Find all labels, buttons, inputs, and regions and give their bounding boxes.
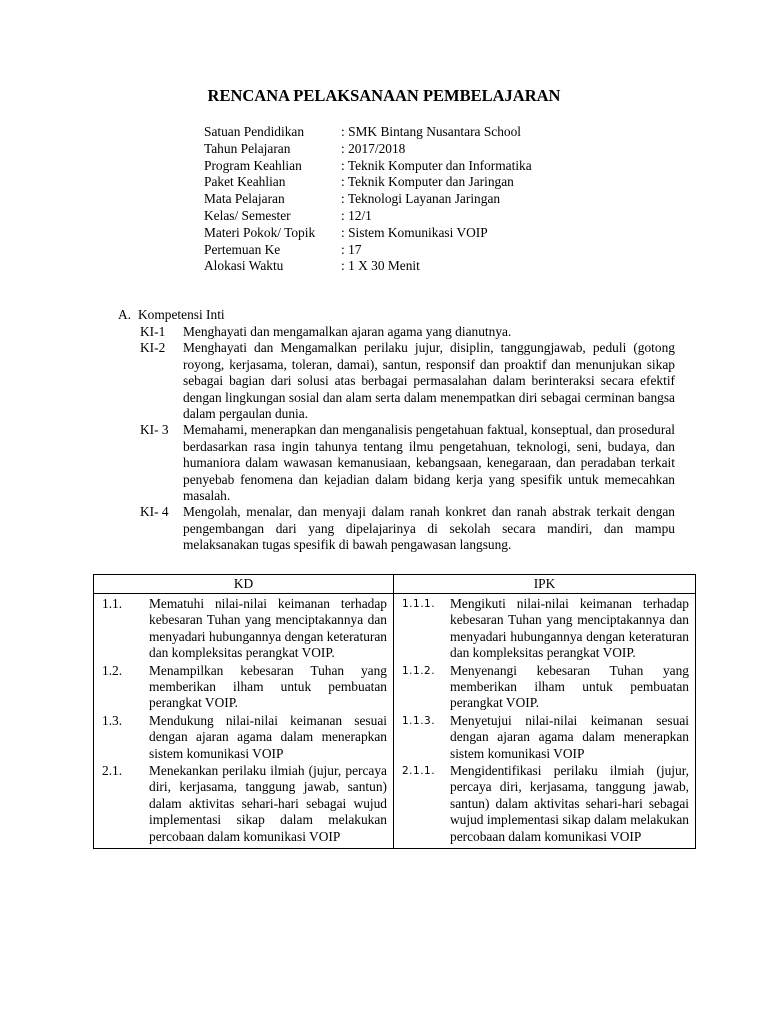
meta-value: : Teknik Komputer dan Jaringan — [341, 174, 514, 190]
table-header-row — [94, 575, 696, 594]
ipk-cell — [394, 594, 696, 849]
ipk-text: Menyenangi kebesaran Tuhan yang memberikan ilham untuk pembuatan perangkat VOIP. — [450, 662, 689, 711]
kd-number: 1.1. — [102, 596, 123, 611]
meta-row — [204, 141, 674, 158]
section-title: Kompetensi Inti — [138, 307, 225, 322]
meta-row — [204, 191, 674, 208]
ipk-number: 1.1.1. — [402, 598, 436, 610]
document-title: RENCANA PELAKSANAAN PEMBELAJARAN — [207, 86, 561, 105]
section-letter: A. — [118, 307, 132, 322]
meta-row — [204, 208, 674, 225]
meta-label: Program Keahlian — [204, 157, 302, 173]
meta-value: : Sistem Komunikasi VOIP — [341, 224, 488, 240]
meta-row — [204, 258, 674, 275]
meta-row — [204, 174, 674, 191]
kd-item — [102, 763, 387, 845]
section-heading — [118, 307, 678, 323]
ipk-number: 2.1.1. — [402, 765, 436, 778]
ipk-text: Mengikuti nilai-nilai keimanan terhadap kebesaran Tuhan yang menciptakannya dan menyadari hubungannya dengan keteraturan dan kompleksitas perangkat VOIP. — [450, 596, 689, 661]
meta-label: Alokasi Waktu — [204, 258, 284, 274]
ipk-text: Mengidentifikasi perilaku ilmiah (jujur, percaya diri, kerjasama, tanggung jawab, santun) dalam aktivitas sehari-hari sebagai wujud implementasi sikap dalam melakukan percobaan dalam komunikasi VOIP — [450, 763, 689, 844]
kd-text: Menekankan perilaku ilmiah (jujur, percaya diri, kerjasama, tanggung jawab, santun) dalam aktivitas sehari-hari sebagai wujud implementasi sikap dalam melakukan percobaan dalam komunikasi VOIP — [149, 763, 387, 844]
kd-ipk-table — [93, 574, 696, 849]
ipk-item — [402, 763, 689, 845]
kd-text: Menampilkan kebesaran Tuhan yang memberikan ilham untuk pembuatan perangkat VOIP. — [149, 662, 387, 711]
ipk-item — [402, 596, 689, 662]
ipk-header: IPK — [394, 575, 696, 594]
ki-label: KI-1 — [140, 324, 166, 339]
meta-row — [204, 242, 674, 259]
ipk-item — [402, 663, 689, 712]
ki-label: KI-2 — [140, 340, 166, 356]
ki-text: Menghayati dan Mengamalkan perilaku jujur, disiplin, tanggungjawab, peduli (gotong royong, kerjasama, toleran, damai), santun, responsif dan proaktif dan menunjukan sikap sebagai bagian dari solusi atas berbagai permasalahan dalam berinteraksi secara efektif dengan lingkungan sosial dan alam serta dalam menempatkan diri sebagai cerminan bangsa dalam pergaulan dunia. — [183, 340, 675, 422]
kd-item — [102, 596, 387, 662]
kd-item — [102, 663, 387, 712]
kd-text: Mematuhi nilai-nilai keimanan terhadap kebesaran Tuhan yang menciptakannya dan menyadari hubungannya dengan keteraturan dan kompleksitas perangkat VOIP. — [149, 596, 387, 661]
meta-value: : 1 X 30 Menit — [341, 258, 420, 274]
ki-text: Menghayati dan mengamalkan ajaran agama yang dianutnya. — [183, 324, 512, 339]
ki-item — [140, 504, 675, 553]
meta-value: : 2017/2018 — [341, 140, 406, 156]
meta-label: Materi Pokok/ Topik — [204, 224, 316, 240]
meta-value: : 12/1 — [341, 207, 372, 223]
kd-header: KD — [94, 575, 394, 594]
meta-label: Satuan Pendidikan — [204, 124, 305, 139]
ipk-item — [402, 713, 689, 762]
ipk-number: 1.1.2. — [402, 664, 436, 677]
table-row — [94, 594, 696, 849]
meta-row — [204, 225, 674, 242]
kd-item — [102, 713, 387, 762]
kd-text: Mendukung nilai-nilai keimanan sesuai dengan ajaran agama dalam menerapkan sistem komunikasi VOIP — [149, 712, 387, 761]
meta-label: Tahun Pelajaran — [204, 140, 291, 156]
ipk-number: 1.1.3. — [402, 714, 436, 727]
meta-label: Mata Pelajaran — [204, 191, 285, 207]
ki-text: Memahami, menerapkan dan menganalisis pengetahuan faktual, konseptual, dan prosedural berdasarkan rasa ingin tahunya tentang ilmu pengetahuan, teknologi, seni, budaya, dan humaniora dalam wawasan kemanusiaan, kebangsaan, kenegaraan, dan peradaban terkait penyebab fenomena dan kejadian dalam bidang kerja yang spesifik untuk memecahkan masalah. — [183, 422, 675, 504]
section-kompetensi-inti — [118, 307, 678, 323]
meta-value: : Teknik Komputer dan Informatika — [341, 157, 532, 173]
kd-number: 2.1. — [102, 763, 123, 779]
meta-value: : 17 — [341, 241, 362, 257]
ki-item — [140, 422, 675, 504]
meta-label: Kelas/ Semester — [204, 207, 291, 223]
meta-label: Pertemuan Ke — [204, 241, 281, 257]
ki-item — [140, 340, 675, 422]
kd-cell — [94, 594, 394, 849]
meta-row — [204, 124, 674, 141]
ki-text: Mengolah, menalar, dan menyaji dalam ranah konkret dan ranah abstrak terkait dengan pengembangan dari yang dipelajarinya di sekolah secara mandiri, dan mampu melaksanakan tugas spesifik di bawah pengawasan langsung. — [183, 504, 675, 553]
ki-list — [140, 324, 675, 554]
meta-row — [204, 158, 674, 175]
kd-number: 1.2. — [102, 662, 123, 678]
ki-item — [140, 324, 675, 340]
ki-label: KI- 4 — [140, 504, 169, 520]
meta-label: Paket Keahlian — [204, 174, 286, 190]
identity-block — [204, 124, 674, 275]
meta-value: : SMK Bintang Nusantara School — [341, 124, 522, 139]
meta-value: : Teknologi Layanan Jaringan — [341, 191, 501, 207]
kd-number: 1.3. — [102, 712, 123, 728]
ipk-text: Menyetujui nilai-nilai keimanan sesuai dengan ajaran agama dalam menerapkan sistem komunikasi VOIP — [450, 712, 689, 761]
ki-label: KI- 3 — [140, 422, 169, 438]
